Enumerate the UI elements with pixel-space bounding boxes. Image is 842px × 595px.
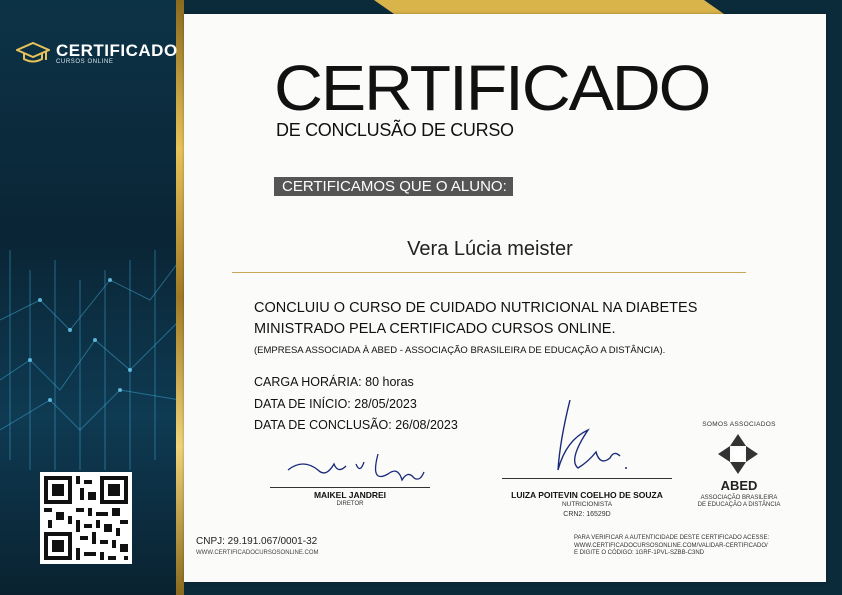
- nutritionist-role: NUTRICIONISTA: [561, 501, 613, 508]
- director-name: MAIKEL JANDREI: [313, 490, 387, 500]
- start-date: DATA DE INÍCIO: 28/05/2023: [254, 397, 417, 411]
- certificate-title: CERTIFICADO: [274, 52, 710, 124]
- association-line: (EMPRESA ASSOCIADA À ABED - ASSOCIAÇÃO BRASILEIRA DE EDUCAÇÃO A DISTÂNCIA).: [254, 345, 666, 356]
- name-underline: [232, 272, 746, 273]
- end-date: DATA DE CONCLUSÃO: 26/08/2023: [254, 418, 458, 432]
- signature-line-nutritionist: [502, 478, 672, 479]
- qr-code-icon: [40, 472, 132, 564]
- abed-description-line-2: DE EDUCAÇÃO A DISTÂNCIA: [697, 502, 781, 509]
- verify-line-1: PARA VERIFICAR A AUTENTICIDADE DESTE CERTIFICADO ACESSE:: [574, 535, 770, 541]
- verification-info: [574, 535, 814, 558]
- provider-line: MINISTRADO PELA CERTIFICADO CURSOS ONLINE.: [254, 321, 616, 337]
- bottom-frame: [184, 582, 842, 595]
- workload: CARGA HORÁRIA: 80 horas: [254, 375, 414, 389]
- student-name: Vera Lúcia meister: [407, 238, 573, 260]
- brand-tagline: CURSOS ONLINE: [56, 59, 114, 65]
- website: WWW.CERTIFICADOCURSOSONLINE.COM: [196, 550, 319, 556]
- director-role: DIRETOR: [336, 501, 364, 507]
- associates-label: SOMOS ASSOCIADOS: [702, 421, 776, 428]
- nutritionist-signature: [500, 390, 680, 480]
- brand-logo: [16, 40, 178, 66]
- top-frame: [184, 0, 842, 14]
- cnpj: CNPJ: 29.191.067/0001-32: [196, 536, 318, 547]
- course-line: CONCLUIU O CURSO DE CUIDADO NUTRICIONAL NA DIABETES: [254, 300, 698, 316]
- graduation-cap-icon: [16, 40, 50, 66]
- abed-name: ABED: [720, 478, 758, 493]
- right-frame: [826, 0, 842, 595]
- certify-label: CERTIFICAMOS QUE O ALUNO:: [274, 177, 513, 196]
- brand-name: CERTIFICADO: [56, 41, 178, 60]
- abed-description-line-1: ASSOCIAÇÃO BRASILEIRA: [700, 495, 778, 501]
- abed-logo-icon: [716, 432, 760, 476]
- nutritionist-crn: CRN2: 16529D: [563, 511, 611, 518]
- abed-description: [694, 495, 784, 509]
- gold-border-strip: [176, 0, 184, 595]
- signature-line-director: [270, 487, 430, 488]
- nutritionist-name: LUIZA POITEVIN COELHO DE SOUZA: [511, 490, 663, 500]
- director-signature: [268, 440, 438, 490]
- verify-line-2: WWW.CERTIFICADOCURSOSONLINE.COM/VALIDAR-CERTIFICADO/: [574, 542, 768, 549]
- verify-line-3: E DIGITE O CÓDIGO: 1GRF-1PVL-SZBB-C3ND: [574, 550, 705, 556]
- certificate-subtitle: DE CONCLUSÃO DE CURSO: [276, 120, 514, 140]
